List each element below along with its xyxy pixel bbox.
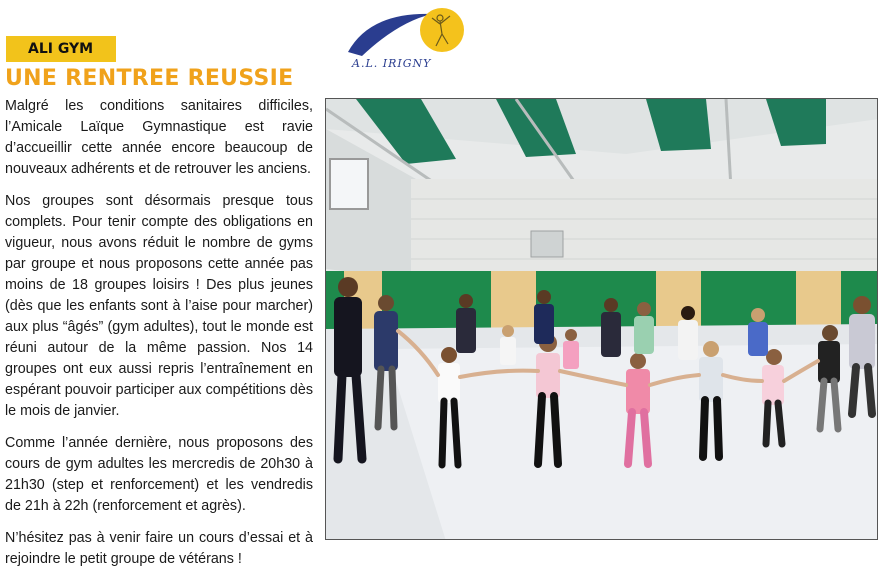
- gym-class-photo: [325, 98, 878, 540]
- logo-blue-swoosh: [348, 14, 432, 56]
- article-headline: UNE RENTREE REUSSIE: [5, 66, 294, 91]
- club-logo: [340, 4, 470, 84]
- paragraph-invitation: N’hésitez pas à venir faire un cours d’essai et à rejoindre le petit groupe de vétérans !: [5, 530, 313, 567]
- logo-text: A.L. IRIGNY: [352, 57, 432, 70]
- paragraph-groups: Nos groupes sont désormais presque tous complets. Pour tenir compte des obligations en vigueur, nous avons réduit le nombre de gyms par groupe et nous proposons cette année pas moins de 18 groupes loisirs ! Des plus jeunes (dès que les enfants sont à l’aise pour marcher) aux plus “âgés” (gym adultes), tout le monde est réuni autour de la même passion. Nos 14 groupes ont eux aussi repris l’entraînement en espérant pouvoir participer aux compétitions dès le mois de janvier.: [5, 193, 313, 419]
- logo-yellow-sun: [420, 8, 464, 52]
- paragraph-adult-classes: Comme l’année dernière, nous proposons des cours de gym adultes les mercredis de 20h30 à 21h30 (step et renforcement) et les vendredis de 21h à 22h (renforcement et agrès).: [5, 435, 313, 514]
- paragraph-intro: Malgré les conditions sanitaires difficiles, l’Amicale Laïque Gymnastique est ravie d’accueillir cette année encore beaucoup de nouveaux adhérents et de retrouver les anciens.: [5, 98, 313, 177]
- section-tag: ALI GYM: [6, 36, 116, 62]
- article-body: [5, 96, 313, 581]
